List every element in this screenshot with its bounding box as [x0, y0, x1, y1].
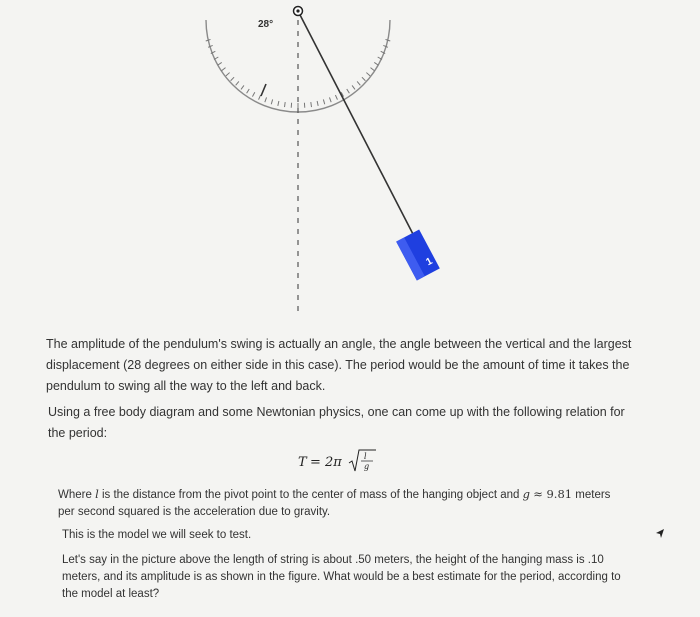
protractor-tick: [252, 92, 254, 96]
pivot-center: [296, 9, 299, 12]
def-approx: ≈ 9.81: [533, 487, 573, 501]
formula-denominator: g: [364, 462, 370, 471]
formula-graphic: [296, 447, 386, 477]
def-text-b: is the distance from the pivot point to the center of mass of the hanging object and: [98, 489, 523, 501]
formula-lhs: T: [298, 455, 307, 470]
protractor-tick: [370, 68, 374, 71]
mass-label: 1: [424, 255, 435, 269]
protractor-tick: [347, 89, 350, 93]
protractor-tick: [247, 89, 250, 93]
protractor-tick: [236, 81, 239, 85]
def-text-a: Where: [58, 489, 96, 501]
protractor-tick: [222, 68, 226, 71]
hanging-mass: [396, 229, 440, 280]
formula-eq: = 2π: [310, 455, 342, 470]
protractor-tick: [226, 73, 230, 76]
protractor-tick: [357, 81, 360, 85]
def-text-c: meters per second squared is the acceleration due to gravity.: [58, 489, 611, 518]
protractor-tick: [362, 77, 365, 81]
def-g: g: [522, 487, 530, 501]
protractor-tick: [352, 85, 355, 89]
protractor-tick: [329, 97, 331, 102]
protractor-tick: [218, 62, 222, 65]
model-test-paragraph: This is the model we will seek to test.: [62, 529, 252, 541]
amplitude-paragraph: The amplitude of the pendulum's swing is actually an angle, the angle between the vertical and the largest displacement (28 degrees on either side in this case). The period would be the amount of time it takes the pendulum to swing all the way to the left and back.: [46, 337, 632, 393]
free-body-paragraph: Using a free body diagram and some Newtonian physics, one can come up with the following relation for the period:: [48, 405, 625, 440]
protractor-tick: [311, 102, 312, 107]
protractor-tick: [241, 85, 244, 89]
protractor-tick: [366, 73, 370, 76]
protractor-tick: [271, 99, 272, 104]
protractor-tick: [335, 95, 337, 100]
protractor-tick: [323, 99, 324, 104]
protractor-tick: [231, 77, 234, 81]
definition-paragraph: [58, 486, 618, 521]
sqrt-sign: [349, 450, 376, 471]
protractor-tick: [317, 101, 318, 106]
pendulum-string: [298, 11, 415, 238]
protractor-tick: [278, 101, 279, 106]
def-l: l: [95, 487, 99, 501]
protractor-tick: [265, 97, 267, 102]
angle-marker: [261, 84, 266, 96]
protractor-tick: [374, 62, 378, 65]
protractor-tick: [259, 95, 261, 100]
mouse-cursor-icon: [654, 528, 666, 540]
protractor-tick: [285, 102, 286, 107]
period-formula: [296, 447, 386, 481]
question-paragraph: Let's say in the picture above the length of string is about .50 meters, the height of the hanging mass is .10 meters, and its amplitude is as shown in the figure. What would be a best estimate for the period, according to the model at least?: [62, 554, 621, 600]
formula-numerator: l: [364, 452, 367, 461]
angle-label: 28°: [258, 19, 274, 30]
